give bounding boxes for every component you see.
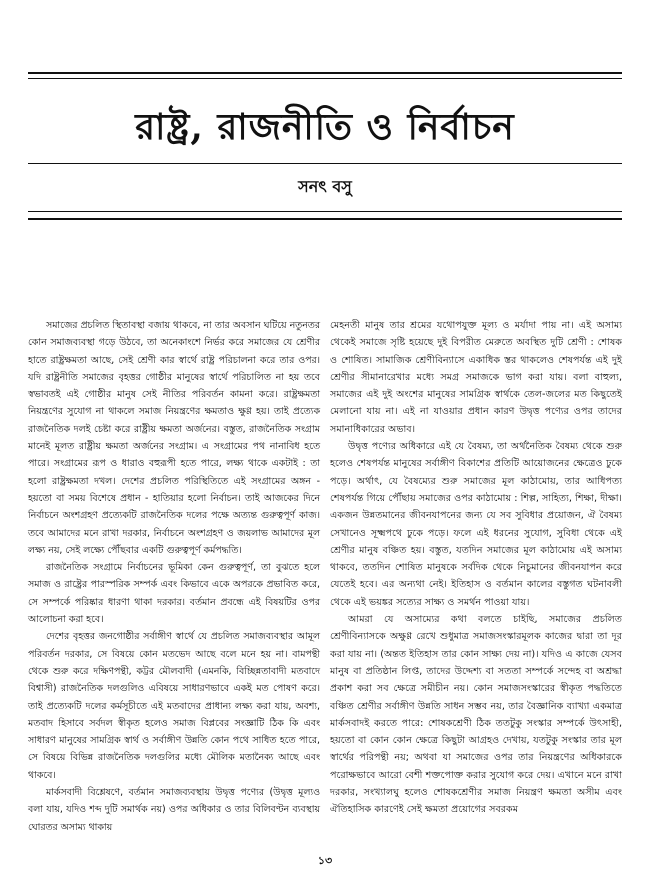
- title-rule: [28, 163, 622, 164]
- paragraph: মার্কসবাদী বিশ্লেষণে, বর্তমান সমাজব্যবস্থায় উদ্বৃত্ত পণ্যের (উদ্বৃত্ত মূল্যও বলা যায়, যদিও শব্দ দুটি সমার্থক নয়) ওপর অধিকার ও তার বিলিবণ্টন ব্যবস্থায় ঘোরতর অসাম্য থাকায়: [28, 787, 320, 833]
- article-author: সনৎ বসু: [298, 177, 352, 196]
- paragraph: মেহনতী মানুষ তার শ্রমের যথোপযুক্ত মূল্য ও মর্যাদা পায় না। এই অসাম্য থেকেই সমাজে সৃষ্টি হয়েছে দুই বিপরীত মেরুতে অবস্থিত দুটি শ্রেণী : শোষক ও শোষিত। সামাজিক শ্রেণীবিন্যাসে একাধিক স্তর থাকলেও শেষপর্যন্ত এই দুই শ্রেণীর সীমানারেখার মধ্যে সমগ্র সমাজকে ভাগ করা যায়। বলা বাহুল্য, সমাজের এই দুই অংশের মানুষের সামগ্রিক স্বার্থকে তেল-জলের মত কিছুতেই মেলানো যায় না। এই না যাওয়ার প্রধান কারণ উদ্বৃত্ত পণ্যের ওপর তাদের সমানাধিকারের অভাব।: [330, 320, 622, 435]
- right-column: [330, 317, 622, 819]
- author-rule-thin: [28, 211, 622, 212]
- page-number: ১৩: [317, 854, 333, 867]
- top-rule-thick: [28, 72, 622, 74]
- left-column: [28, 317, 320, 836]
- paragraph: আমরা যে অসাম্যের কথা বলতে চাইছি, সমাজের প্রচলিত শ্রেণীবিন্যাসকে অক্ষুণ্ণ রেখে শুধুমাত্র সমাজসংস্কারমূলক কাজের দ্বারা তা দূর করা যায় না। (অন্তত ইতিহাস তার কোন সাক্ষ্য দেয় না)। যদিও এ কাজে যেসব মানুষ বা প্রতিষ্ঠান লিপ্ত, তাদের উদ্দেশ্য বা সততা সম্পর্কে সন্দেহ বা অশ্রদ্ধা প্রকাশ করা সব ক্ষেত্রে সমীচীন নয়। কোন সমাজসংস্কারের স্বীকৃত পদ্ধতিতে বঞ্চিত শ্রেণীর সর্বাঙ্গীণ উন্নতি সাধন সম্ভব নয়, তার বৈজ্ঞানিক ব্যাখ্যা একমাত্র মার্কসবাদই করতে পারে: শোষকশ্রেণী ঠিক ততটুকু সংস্কার সম্পর্কে উৎসাহী, হয়তো বা কোন কোন ক্ষেত্রে কিছুটা আগ্রহও দেখায়, যতটুকু সংস্কার তার মূল স্বার্থের পরিপন্থী নয়; অথবা যা সমাজের ওপর তার নিয়ন্ত্রণের অধিকারকে পরোক্ষভাবে আরো বেশী শক্তপোক্ত করার সুযোগ করে দেয়। এখানে মনে রাখা দরকার, সংখ্যালঘু হলেও শোষকশ্রেণীর সমাজ নিয়ন্ত্রণ ক্ষমতা অসীম এবং ঐতিহাসিক কারণেই সেই ক্ষমতা প্রয়োগের সবরকম: [330, 614, 622, 816]
- paragraph: দেশের বৃহত্তর জনগোষ্ঠীর সর্বাঙ্গীণ স্বার্থে যে প্রচলিত সমাজব্যবস্থার আমূল পরিবর্তন দরকার, সে বিষয়ে কোন মতভেদ আছে বলে মনে হয় না। বামপন্থী থেকে শুরু করে দক্ষিণপন্থী, কট্টর মৌলবাদী (এমনকি, বিচ্ছিন্নতাবাদী মতবাদে বিশ্বাসী) রাজনৈতিক দলগুলিও এবিষয়ে সাধারণভাবে একই মত পোষণ করে। তাই প্রত্যেকটি দলের কর্মসূচীতে এই মতবাদের প্রাধান্য লক্ষ্য করা যায়, অবশ্য, মতবাদ হিসাবে সর্বদল স্বীকৃত হলেও সমাজ বিপ্লবের সংজ্ঞাটি ঠিক কি এবং সাধারণ মানুষের সামগ্রিক স্বার্থ ও সর্বাঙ্গীণ উন্নতি কোন পথে সাধিত হতে পারে, সে বিষয়ে বিভিন্ন রাজনৈতিক দলগুলির মধ্যে মৌলিক মতানৈক্য আছে এবং থাকবে।: [28, 631, 320, 781]
- paragraph: উদ্বৃত্ত পণ্যের অধিকারে এই যে বৈষম্য, তা অর্থনৈতিক বৈষম্য থেকে শুরু হলেও শেষপর্যন্ত মানুষের সর্বাঙ্গীণ বিকাশের প্রতিটি আয়োজনের ক্ষেত্রেও ঢুকে পড়ে। অর্থাৎ, যে বৈষম্যের শুরু সমাজের মূল কাঠামোয়, তার আধিপত্য শেষপর্যন্ত গিয়ে পৌঁছায় সমাজের ওপর কাঠামোয় : শিল্প, সাহিত্য, শিক্ষা, দীক্ষা। একজন উন্নতমানের জীবনযাপনের জন্য যে সব সুবিধার প্রয়োজন, ঐ বৈষম্য সেখানেও সূক্ষ্মপথে ঢুকে পড়ে। ফলে এই ধরনের সুযোগ, সুবিধা থেকে এই শ্রেণীর মানুষ বঞ্চিত হয়। বস্তুত, যতদিন সমাজের মূল কাঠামোয় এই অসাম্য থাকবে, ততদিন শোষিত মানুষকে সর্বদিক থেকে নিচুমানের জীবনযাপন করে যেতেই হবে। এর অন্যথা নেই। ইতিহাস ও বর্তমান কালের বস্তুগত ঘটনাবলী থেকে এই ভয়ঙ্কর সত্যের সাক্ষ্য ও সমর্থন পাওয়া যায়।: [330, 441, 622, 608]
- article-title: রাষ্ট্র, রাজনীতি ও নির্বাচন: [135, 106, 515, 148]
- author-rule-thick: [28, 218, 622, 220]
- paragraph: রাজনৈতিক সংগ্রামে নির্বাচনের ভূমিকা কেন গুরুত্বপূর্ণ, তা বুঝতে হলে সমাজ ও রাষ্ট্রের পারস্পরিক সম্পর্ক এবং কিভাবে একে অপরকে প্রভাবিত করে, সে সম্পর্কে পরিষ্কার ধারণা থাকা দরকার। বর্তমান প্রবন্ধে এই বিষয়টির ওপর আলোচনা করা হবে।: [28, 562, 320, 626]
- top-rule-thin: [28, 78, 622, 79]
- paragraph: সমাজের প্রচলিত স্থিতাবস্থা বজায় থাকবে, না তার অবসান ঘটিয়ে নতুনতর কোন সমাজব্যবস্থা গড়ে উঠবে, তা অনেকাংশে নির্ভর করে সমাজের যে শ্রেণীর হাতে রাষ্ট্রক্ষমতা আছে, সেই শ্রেণী কার স্বার্থে রাষ্ট্র পরিচালনা করে তার ওপর। যদি রাষ্ট্রনীতি সমাজের বৃহত্তর গোষ্ঠীর মানুষের স্বার্থে পরিচালিত না হয় তবে স্বভাবতই এই গোষ্ঠীর মানুষ সেই নীতির পরিবর্তন কামনা করে। রাষ্ট্রক্ষমতা নিয়ন্ত্রণের সুযোগ না থাকলে সমাজ নিয়ন্ত্রণের ক্ষমতাও ক্ষুণ্ণ হয়। তাই প্রত্যেক রাজনৈতিক দলই চেষ্টা করে রাষ্ট্রীয় ক্ষমতা অর্জনের। বস্তুত, রাজনৈতিক সংগ্রাম মানেই মূলত রাষ্ট্রীয় ক্ষমতা অর্জনের সংগ্রাম। এ সংগ্রামের পথ নানাবিধ হতে পারে। সংগ্রামের রূপ ও ধারাও বহুরূপী হতে পারে, লক্ষ্য থাকে একটাই : তা হলো রাষ্ট্রক্ষমতা দখল। দেশের প্রচলিত পরিস্থিতিতে এই সংগ্রামের অঙ্গন - হয়তো বা সময় বিশেষে প্রধান - হাতিয়ার হলো নির্বাচন। তাই আজকের দিনে নির্বাচনে অংশগ্রহণ প্রত্যেকটি রাজনৈতিক দলের পক্ষে অত্যন্ত গুরুত্বপূর্ণ কাজ। তবে আমাদের মনে রাখা দরকার, নির্বাচনে অংশগ্রহণ ও জয়লাভ আমাদের মূল লক্ষ্য নয়, সেই লক্ষ্যে পৌঁছবার একটি গুরুত্বপূর্ণ কর্মপদ্ধতি।: [28, 320, 320, 556]
